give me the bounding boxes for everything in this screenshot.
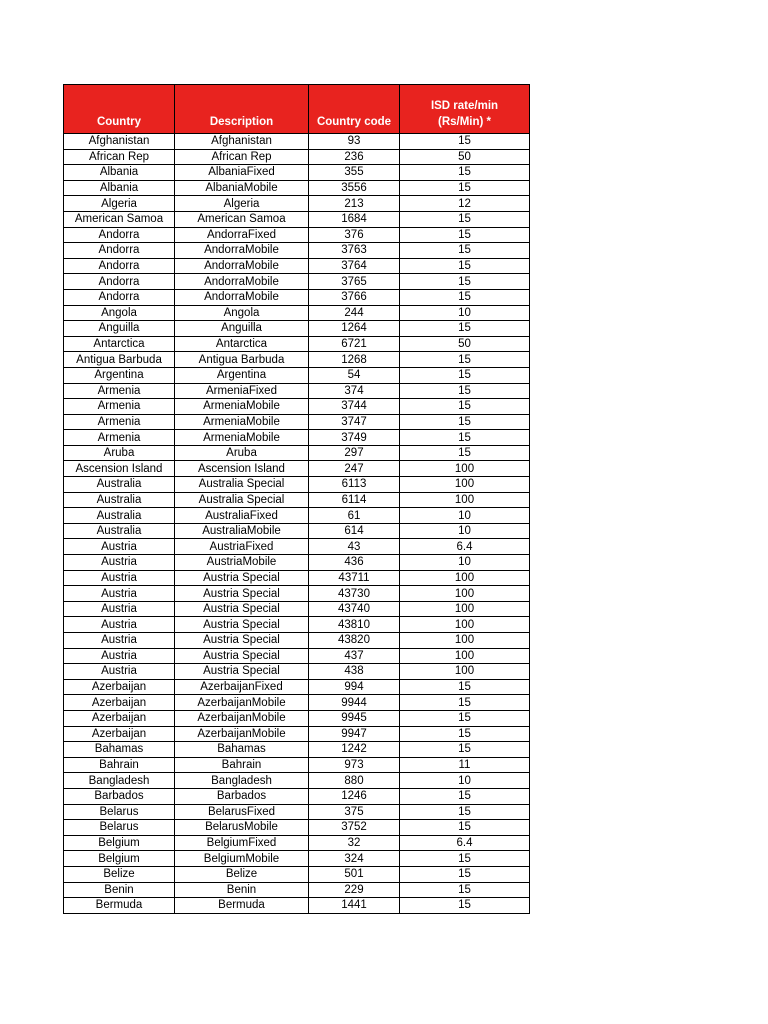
cell-rate: 15 — [400, 243, 530, 259]
table-row — [64, 601, 530, 617]
table-row — [64, 586, 530, 602]
table-row — [64, 336, 530, 352]
table-row — [64, 726, 530, 742]
cell-rate: 100 — [400, 461, 530, 477]
cell-country: Bahamas — [64, 742, 175, 758]
cell-country: Albania — [64, 165, 175, 181]
cell-rate: 15 — [400, 289, 530, 305]
cell-rate: 10 — [400, 773, 530, 789]
cell-description: AzerbaijanMobile — [175, 695, 309, 711]
cell-rate: 100 — [400, 570, 530, 586]
cell-description: Bahrain — [175, 757, 309, 773]
cell-country: Barbados — [64, 788, 175, 804]
cell-country: Anguilla — [64, 321, 175, 337]
cell-country-code: 54 — [309, 367, 400, 383]
cell-country: Australia — [64, 508, 175, 524]
cell-description: AustriaMobile — [175, 555, 309, 571]
cell-country-code: 6113 — [309, 477, 400, 493]
cell-rate: 10 — [400, 305, 530, 321]
cell-rate: 100 — [400, 477, 530, 493]
cell-country-code: 355 — [309, 165, 400, 181]
cell-country: Albania — [64, 180, 175, 196]
table-row — [64, 274, 530, 290]
cell-rate: 15 — [400, 445, 530, 461]
cell-description: Austria Special — [175, 586, 309, 602]
table-row — [64, 321, 530, 337]
cell-country-code: 297 — [309, 445, 400, 461]
cell-rate: 15 — [400, 414, 530, 430]
cell-rate: 15 — [400, 227, 530, 243]
table-row — [64, 788, 530, 804]
cell-country: Austria — [64, 648, 175, 664]
table-row — [64, 695, 530, 711]
cell-description: Barbados — [175, 788, 309, 804]
cell-country-code: 1264 — [309, 321, 400, 337]
cell-rate: 15 — [400, 804, 530, 820]
cell-description: Bermuda — [175, 898, 309, 914]
cell-rate: 15 — [400, 274, 530, 290]
cell-country: Benin — [64, 882, 175, 898]
table-row — [64, 882, 530, 898]
cell-country-code: 1684 — [309, 211, 400, 227]
cell-country-code: 437 — [309, 648, 400, 664]
cell-description: Afghanistan — [175, 134, 309, 150]
table-row — [64, 461, 530, 477]
cell-description: AndorraMobile — [175, 243, 309, 259]
cell-rate: 6.4 — [400, 835, 530, 851]
table-row — [64, 617, 530, 633]
cell-rate: 6.4 — [400, 539, 530, 555]
table-row — [64, 211, 530, 227]
cell-description: AzerbaijanMobile — [175, 710, 309, 726]
table-row — [64, 243, 530, 259]
cell-country-code: 43810 — [309, 617, 400, 633]
cell-description: Austria Special — [175, 633, 309, 649]
cell-description: Australia Special — [175, 477, 309, 493]
cell-rate: 15 — [400, 679, 530, 695]
cell-description: Algeria — [175, 196, 309, 212]
cell-country-code: 43820 — [309, 633, 400, 649]
cell-country: American Samoa — [64, 211, 175, 227]
cell-country-code: 3744 — [309, 399, 400, 415]
cell-country-code: 614 — [309, 523, 400, 539]
table-header-row — [64, 85, 530, 134]
cell-country-code: 3763 — [309, 243, 400, 259]
cell-country-code: 501 — [309, 866, 400, 882]
header-isd-rate: ISD rate/min (Rs/Min) * — [400, 85, 530, 134]
cell-country: African Rep — [64, 149, 175, 165]
cell-description: Belize — [175, 866, 309, 882]
table-row — [64, 165, 530, 181]
cell-country-code: 229 — [309, 882, 400, 898]
cell-country: Antarctica — [64, 336, 175, 352]
table-row — [64, 180, 530, 196]
table-row — [64, 648, 530, 664]
cell-country: Austria — [64, 586, 175, 602]
cell-country: Austria — [64, 539, 175, 555]
cell-country-code: 236 — [309, 149, 400, 165]
cell-country: Austria — [64, 570, 175, 586]
cell-rate: 100 — [400, 601, 530, 617]
cell-rate: 15 — [400, 367, 530, 383]
cell-country: Australia — [64, 523, 175, 539]
cell-rate: 15 — [400, 399, 530, 415]
cell-country-code: 994 — [309, 679, 400, 695]
cell-country-code: 32 — [309, 835, 400, 851]
isd-rate-table — [63, 84, 530, 914]
table-row — [64, 804, 530, 820]
cell-rate: 15 — [400, 820, 530, 836]
cell-country: Bangladesh — [64, 773, 175, 789]
cell-country-code: 3749 — [309, 430, 400, 446]
table-row — [64, 710, 530, 726]
table-row — [64, 367, 530, 383]
cell-rate: 15 — [400, 383, 530, 399]
table-row — [64, 289, 530, 305]
table-row — [64, 570, 530, 586]
cell-country: Belgium — [64, 835, 175, 851]
cell-country-code: 3752 — [309, 820, 400, 836]
cell-description: African Rep — [175, 149, 309, 165]
cell-country-code: 3556 — [309, 180, 400, 196]
cell-rate: 100 — [400, 633, 530, 649]
table-row — [64, 757, 530, 773]
cell-country: Andorra — [64, 289, 175, 305]
cell-country-code: 43 — [309, 539, 400, 555]
table-row — [64, 399, 530, 415]
cell-country-code: 9944 — [309, 695, 400, 711]
table-row — [64, 851, 530, 867]
cell-description: AlbaniaFixed — [175, 165, 309, 181]
cell-rate: 15 — [400, 742, 530, 758]
cell-country-code: 375 — [309, 804, 400, 820]
cell-country: Austria — [64, 555, 175, 571]
cell-rate: 100 — [400, 648, 530, 664]
cell-description: ArmeniaMobile — [175, 430, 309, 446]
cell-country: Andorra — [64, 258, 175, 274]
cell-country: Afghanistan — [64, 134, 175, 150]
table-row — [64, 352, 530, 368]
cell-description: Bahamas — [175, 742, 309, 758]
cell-description: BelgiumFixed — [175, 835, 309, 851]
table-row — [64, 134, 530, 150]
table-row — [64, 835, 530, 851]
cell-rate: 15 — [400, 710, 530, 726]
cell-country-code: 213 — [309, 196, 400, 212]
cell-country-code: 324 — [309, 851, 400, 867]
cell-country: Austria — [64, 664, 175, 680]
cell-country: Azerbaijan — [64, 726, 175, 742]
cell-description: AustraliaMobile — [175, 523, 309, 539]
table-row — [64, 430, 530, 446]
table-row — [64, 492, 530, 508]
table-row — [64, 508, 530, 524]
cell-rate: 100 — [400, 617, 530, 633]
cell-description: Australia Special — [175, 492, 309, 508]
cell-description: AustraliaFixed — [175, 508, 309, 524]
table-row — [64, 414, 530, 430]
cell-country-code: 973 — [309, 757, 400, 773]
cell-country-code: 1246 — [309, 788, 400, 804]
table-body — [64, 134, 530, 914]
table-row — [64, 196, 530, 212]
cell-description: Austria Special — [175, 664, 309, 680]
cell-description: Austria Special — [175, 570, 309, 586]
cell-country-code: 6114 — [309, 492, 400, 508]
cell-country-code: 3765 — [309, 274, 400, 290]
cell-rate: 11 — [400, 757, 530, 773]
cell-rate: 15 — [400, 898, 530, 914]
cell-country: Andorra — [64, 274, 175, 290]
cell-rate: 10 — [400, 508, 530, 524]
cell-country: Bahrain — [64, 757, 175, 773]
table-row — [64, 445, 530, 461]
cell-country: Andorra — [64, 227, 175, 243]
cell-country: Algeria — [64, 196, 175, 212]
cell-description: AustriaFixed — [175, 539, 309, 555]
cell-country-code: 3766 — [309, 289, 400, 305]
table-row — [64, 898, 530, 914]
cell-description: ArmeniaFixed — [175, 383, 309, 399]
cell-country: Azerbaijan — [64, 710, 175, 726]
cell-country-code: 436 — [309, 555, 400, 571]
cell-country: Australia — [64, 492, 175, 508]
cell-description: American Samoa — [175, 211, 309, 227]
cell-rate: 100 — [400, 586, 530, 602]
cell-description: AndorraMobile — [175, 274, 309, 290]
cell-description: BelarusFixed — [175, 804, 309, 820]
cell-description: Austria Special — [175, 648, 309, 664]
cell-rate: 15 — [400, 134, 530, 150]
cell-description: Angola — [175, 305, 309, 321]
cell-country: Belarus — [64, 804, 175, 820]
table-row — [64, 305, 530, 321]
cell-description: AndorraMobile — [175, 289, 309, 305]
cell-country: Austria — [64, 617, 175, 633]
cell-description: AlbaniaMobile — [175, 180, 309, 196]
cell-description: Austria Special — [175, 617, 309, 633]
cell-country: Australia — [64, 477, 175, 493]
cell-country-code: 438 — [309, 664, 400, 680]
cell-description: AzerbaijanMobile — [175, 726, 309, 742]
cell-description: ArmeniaMobile — [175, 414, 309, 430]
cell-rate: 15 — [400, 882, 530, 898]
cell-country-code: 247 — [309, 461, 400, 477]
cell-rate: 15 — [400, 211, 530, 227]
cell-country-code: 1441 — [309, 898, 400, 914]
cell-country: Azerbaijan — [64, 695, 175, 711]
cell-country: Belgium — [64, 851, 175, 867]
cell-rate: 15 — [400, 258, 530, 274]
table-row — [64, 820, 530, 836]
cell-description: AzerbaijanFixed — [175, 679, 309, 695]
cell-description: Aruba — [175, 445, 309, 461]
cell-country-code: 3747 — [309, 414, 400, 430]
cell-rate: 15 — [400, 321, 530, 337]
cell-description: Anguilla — [175, 321, 309, 337]
cell-rate: 10 — [400, 555, 530, 571]
table-row — [64, 555, 530, 571]
table-row — [64, 742, 530, 758]
cell-rate: 10 — [400, 523, 530, 539]
table-row — [64, 539, 530, 555]
cell-country: Andorra — [64, 243, 175, 259]
cell-description: Benin — [175, 882, 309, 898]
table-row — [64, 258, 530, 274]
cell-country-code: 9945 — [309, 710, 400, 726]
cell-description: BelarusMobile — [175, 820, 309, 836]
table-row — [64, 679, 530, 695]
cell-country-code: 43711 — [309, 570, 400, 586]
cell-country: Azerbaijan — [64, 679, 175, 695]
table-row — [64, 477, 530, 493]
cell-country: Armenia — [64, 430, 175, 446]
cell-rate: 15 — [400, 726, 530, 742]
cell-description: Antarctica — [175, 336, 309, 352]
cell-country-code: 3764 — [309, 258, 400, 274]
table-row — [64, 664, 530, 680]
table-row — [64, 773, 530, 789]
cell-country: Belarus — [64, 820, 175, 836]
table-row — [64, 227, 530, 243]
cell-country-code: 374 — [309, 383, 400, 399]
cell-country-code: 244 — [309, 305, 400, 321]
cell-country: Angola — [64, 305, 175, 321]
cell-rate: 15 — [400, 430, 530, 446]
header-country: Country — [64, 85, 175, 134]
cell-description: Argentina — [175, 367, 309, 383]
cell-country-code: 1242 — [309, 742, 400, 758]
cell-rate: 12 — [400, 196, 530, 212]
cell-rate: 15 — [400, 788, 530, 804]
cell-country: Armenia — [64, 383, 175, 399]
cell-country-code: 43740 — [309, 601, 400, 617]
cell-country-code: 6721 — [309, 336, 400, 352]
cell-country: Armenia — [64, 414, 175, 430]
cell-description: AndorraMobile — [175, 258, 309, 274]
cell-description: AndorraFixed — [175, 227, 309, 243]
table-row — [64, 149, 530, 165]
cell-rate: 15 — [400, 695, 530, 711]
cell-description: Ascension Island — [175, 461, 309, 477]
cell-rate: 15 — [400, 352, 530, 368]
cell-country-code: 880 — [309, 773, 400, 789]
cell-rate: 15 — [400, 165, 530, 181]
cell-country-code: 43730 — [309, 586, 400, 602]
cell-description: Bangladesh — [175, 773, 309, 789]
cell-country: Ascension Island — [64, 461, 175, 477]
cell-country: Aruba — [64, 445, 175, 461]
table-row — [64, 523, 530, 539]
cell-rate: 15 — [400, 180, 530, 196]
table-row — [64, 383, 530, 399]
cell-country: Argentina — [64, 367, 175, 383]
cell-country-code: 61 — [309, 508, 400, 524]
cell-country: Antigua Barbuda — [64, 352, 175, 368]
cell-rate: 50 — [400, 336, 530, 352]
cell-country-code: 376 — [309, 227, 400, 243]
cell-country-code: 1268 — [309, 352, 400, 368]
cell-rate: 100 — [400, 492, 530, 508]
table-row — [64, 633, 530, 649]
cell-rate: 100 — [400, 664, 530, 680]
cell-rate: 15 — [400, 851, 530, 867]
cell-rate: 50 — [400, 149, 530, 165]
cell-country: Armenia — [64, 399, 175, 415]
cell-description: ArmeniaMobile — [175, 399, 309, 415]
cell-country: Belize — [64, 866, 175, 882]
cell-country-code: 9947 — [309, 726, 400, 742]
cell-country: Austria — [64, 633, 175, 649]
cell-description: Antigua Barbuda — [175, 352, 309, 368]
cell-country: Austria — [64, 601, 175, 617]
cell-description: BelgiumMobile — [175, 851, 309, 867]
cell-country-code: 93 — [309, 134, 400, 150]
header-description: Description — [175, 85, 309, 134]
header-country-code: Country code — [309, 85, 400, 134]
table-row — [64, 866, 530, 882]
cell-rate: 15 — [400, 866, 530, 882]
cell-country: Bermuda — [64, 898, 175, 914]
cell-description: Austria Special — [175, 601, 309, 617]
